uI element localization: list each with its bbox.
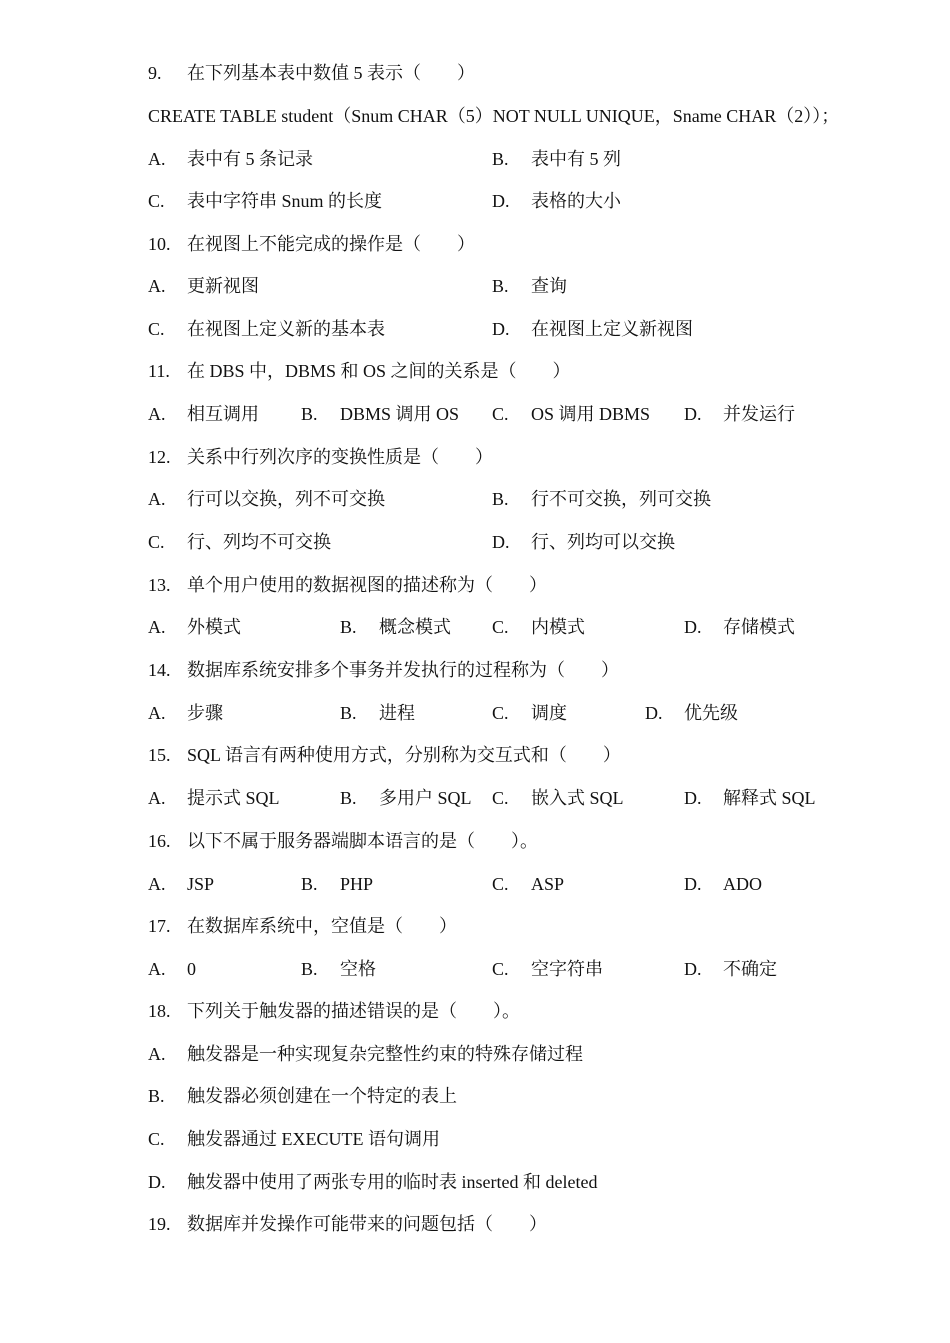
item-text: 数据库系统安排多个事务并发执行的过程称为（ ） [187, 660, 619, 680]
text-line [0, 613, 950, 641]
item-label: A. [148, 617, 166, 637]
item-text: 相互调用 [187, 404, 259, 424]
item-label: 13. [148, 575, 171, 595]
item-label: A. [148, 489, 166, 509]
item-text: 进程 [379, 703, 415, 723]
item-text: 以下不属于服务器端脚本语言的是（ ）。 [187, 831, 538, 851]
item-label: 11. [148, 361, 170, 381]
item-text: 在视图上定义新视图 [531, 319, 693, 339]
item-text: 概念模式 [379, 617, 451, 637]
item-text: 空格 [340, 959, 376, 979]
item-label: D. [684, 617, 702, 637]
item-text: 行、列均不可交换 [187, 532, 331, 552]
item-text: 表格的大小 [531, 191, 621, 211]
item-text: 行可以交换，列不可交换 [187, 489, 385, 509]
item-text: 关系中行列次序的变换性质是（ ） [187, 447, 493, 467]
item-label: D. [684, 404, 702, 424]
item-text: ADO [723, 874, 762, 894]
item-text: 在视图上定义新的基本表 [187, 319, 385, 339]
item-text: 解释式 SQL [723, 788, 816, 808]
text-line [0, 145, 950, 173]
item-label: C. [492, 404, 509, 424]
item-label: A. [148, 404, 166, 424]
item-text: 多用户 SQL [379, 788, 472, 808]
item-label: C. [492, 617, 509, 637]
item-text: 存储模式 [723, 617, 795, 637]
item-label: C. [492, 703, 509, 723]
item-text: 空字符串 [531, 959, 603, 979]
item-text: 行、列均可以交换 [531, 532, 675, 552]
item-label: 19. [148, 1214, 171, 1234]
item-label: C. [492, 959, 509, 979]
item-text: PHP [340, 874, 374, 894]
item-label: B. [492, 149, 509, 169]
item-label: A. [148, 1044, 166, 1064]
text-line [0, 870, 950, 898]
text-line [0, 571, 950, 599]
text-line [0, 955, 950, 983]
item-label: D. [684, 959, 702, 979]
item-label: C. [148, 532, 165, 552]
item-label: D. [684, 874, 702, 894]
text-line [0, 656, 950, 684]
item-label: D. [148, 1172, 166, 1192]
item-text: OS 调用 DBMS [531, 404, 651, 424]
item-label: D. [645, 703, 663, 723]
item-text: DBMS 调用 OS [340, 404, 460, 424]
text-line [0, 443, 950, 471]
item-label: 12. [148, 447, 171, 467]
item-label: C. [492, 788, 509, 808]
item-label: B. [340, 788, 357, 808]
text-line [0, 827, 950, 855]
item-text: 单个用户使用的数据视图的描述称为（ ） [187, 575, 547, 595]
text-line [0, 1082, 950, 1110]
item-label: B. [301, 959, 318, 979]
item-text: 行不可交换，列可交换 [531, 489, 711, 509]
item-text: 提示式 SQL [187, 788, 280, 808]
item-text: 触发器通过 EXECUTE 语句调用 [187, 1129, 440, 1149]
text-line [0, 741, 950, 769]
text-line [0, 997, 950, 1025]
item-label: 18. [148, 1001, 171, 1021]
item-label: C. [148, 319, 165, 339]
item-text: 表中有 5 条记录 [187, 149, 313, 169]
item-label: D. [684, 788, 702, 808]
item-label: B. [492, 489, 509, 509]
item-label: B. [340, 617, 357, 637]
item-text: ASP [531, 874, 565, 894]
item-label: D. [492, 532, 510, 552]
item-text: CREATE TABLE student（Snum CHAR（5）NOT NULL UNIQUE，Sname CHAR（2））； [148, 106, 840, 126]
item-text: 更新视图 [187, 276, 259, 296]
item-text: 调度 [531, 703, 567, 723]
text-line [0, 1125, 950, 1153]
item-text: 查询 [531, 276, 567, 296]
item-text: 步骤 [187, 703, 223, 723]
item-text: 触发器必须创建在一个特定的表上 [187, 1086, 457, 1106]
item-text: 触发器是一种实现复杂完整性约束的特殊存储过程 [187, 1044, 583, 1064]
item-label: 16. [148, 831, 171, 851]
text-line [0, 784, 950, 812]
item-text: 并发运行 [723, 404, 795, 424]
text-line [0, 357, 950, 385]
item-label: 10. [148, 234, 171, 254]
item-text: 不确定 [723, 959, 777, 979]
item-text: 在数据库系统中，空值是（ ） [187, 916, 457, 936]
item-label: 14. [148, 660, 171, 680]
text-line [0, 315, 950, 343]
text-line [0, 699, 950, 727]
item-text: 在下列基本表中数值 5 表示（ ） [187, 63, 475, 83]
text-line [0, 400, 950, 428]
item-label: A. [148, 703, 166, 723]
item-text: 0 [187, 959, 196, 979]
text-line [0, 485, 950, 513]
item-text: 触发器中使用了两张专用的临时表 inserted 和 deleted [187, 1172, 598, 1192]
item-text: 表中字符串 Snum 的长度 [187, 191, 383, 211]
item-label: 15. [148, 745, 171, 765]
item-label: C. [148, 191, 165, 211]
item-label: D. [492, 191, 510, 211]
item-text: 在视图上不能完成的操作是（ ） [187, 234, 475, 254]
item-text: 在 DBS 中，DBMS 和 OS 之间的关系是（ ） [187, 361, 571, 381]
item-label: A. [148, 959, 166, 979]
item-label: C. [492, 874, 509, 894]
item-text: JSP [187, 874, 215, 894]
item-label: 9. [148, 63, 162, 83]
item-label: A. [148, 149, 166, 169]
item-text: 优先级 [684, 703, 738, 723]
item-label: B. [148, 1086, 165, 1106]
text-line [0, 187, 950, 215]
item-label: B. [492, 276, 509, 296]
text-line [0, 912, 950, 940]
item-label: B. [301, 404, 318, 424]
item-label: A. [148, 788, 166, 808]
text-line [0, 528, 950, 556]
item-text: 数据库并发操作可能带来的问题包括（ ） [187, 1214, 547, 1234]
text-line [0, 272, 950, 300]
item-text: 表中有 5 列 [531, 149, 621, 169]
item-label: D. [492, 319, 510, 339]
text-line [0, 1168, 950, 1196]
item-text: 下列关于触发器的描述错误的是（ ）。 [187, 1001, 520, 1021]
item-text: 嵌入式 SQL [531, 788, 624, 808]
item-text: SQL 语言有两种使用方式，分别称为交互式和（ ） [187, 745, 621, 765]
text-line [0, 1040, 950, 1068]
item-label: A. [148, 874, 166, 894]
text-line [0, 102, 950, 130]
item-text: 外模式 [187, 617, 241, 637]
item-text: 内模式 [531, 617, 585, 637]
text-line [0, 230, 950, 258]
item-label: B. [301, 874, 318, 894]
text-line [0, 1210, 950, 1238]
item-label: B. [340, 703, 357, 723]
text-line [0, 59, 950, 87]
item-label: A. [148, 276, 166, 296]
item-label: C. [148, 1129, 165, 1149]
item-label: 17. [148, 916, 171, 936]
